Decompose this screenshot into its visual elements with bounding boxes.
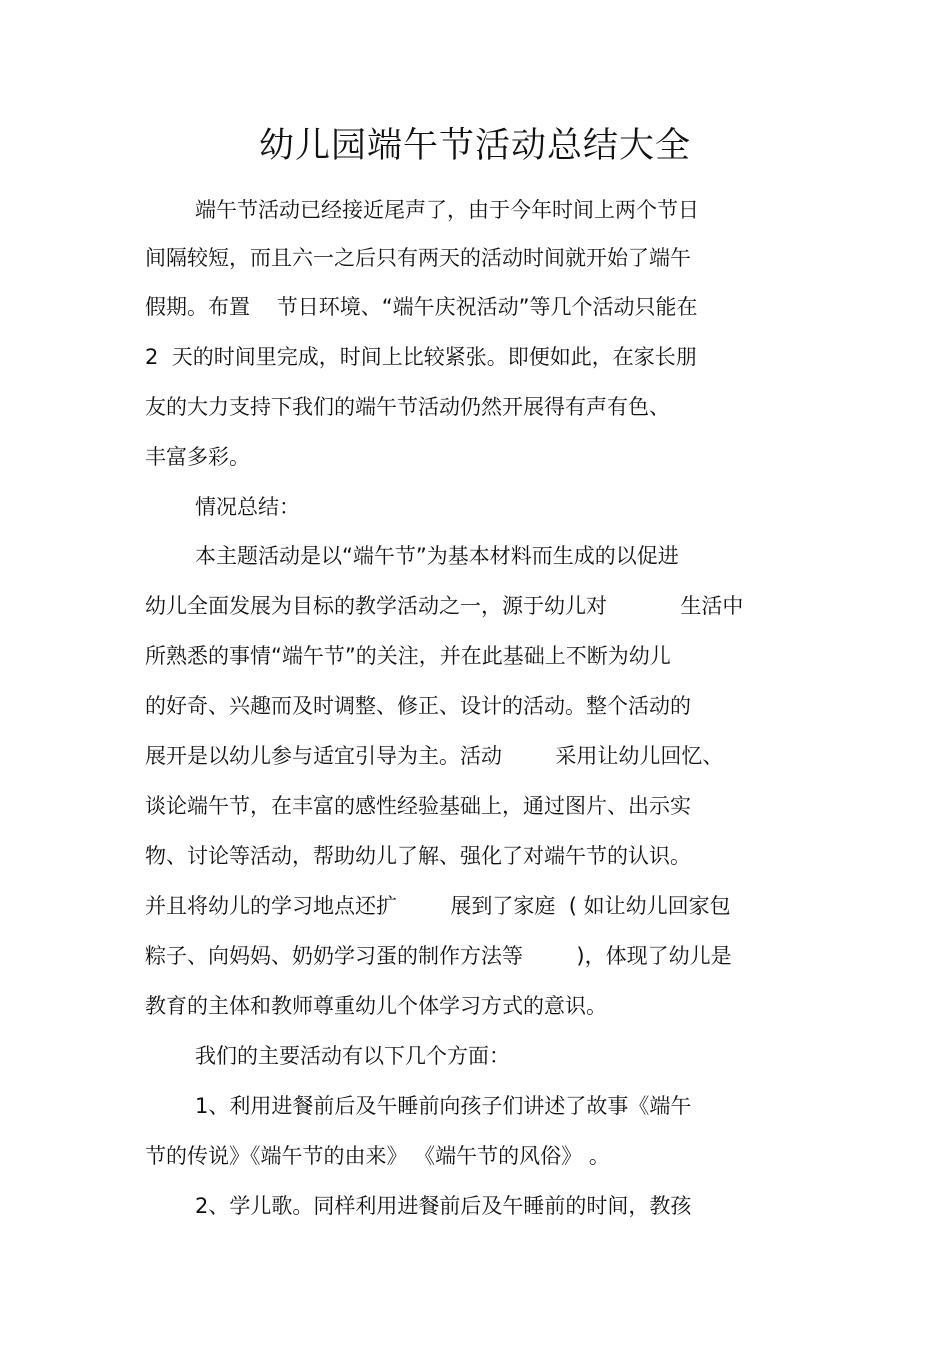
paragraph-line: 并且将幼儿的学习地点还扩 展到了家庭 ( 如让幼儿回家包 — [145, 894, 731, 918]
paragraph-line: 2 天的时间里完成，时间上比较紧张。即便如此，在家长朋 — [145, 345, 697, 369]
paragraph-line: 谈论端午节，在丰富的感性经验基础上，通过图片、出示实 — [145, 794, 691, 818]
paragraph-line: 粽子、向妈妈、奶奶学习蛋的制作方法等 )，体现了幼儿是 — [145, 944, 732, 968]
paragraph-line: 幼儿全面发展为目标的教学活动之一，源于幼儿对 生活中 — [145, 594, 744, 618]
document-title: 幼儿园端午节活动总结大全 — [258, 126, 691, 166]
list-item: 1、利用进餐前后及午睡前向孩子们讲述了故事《端午 — [195, 1094, 692, 1118]
paragraph-line: 端午节活动已经接近尾声了，由于今年时间上两个节日 — [195, 198, 699, 222]
paragraph-line: 丰富多彩。 — [145, 445, 250, 469]
paragraph-line: 的好奇、兴趣而及时调整、修正、设计的活动。整个活动的 — [145, 694, 691, 718]
paragraph-line: 假期。布置 节日环境、“端午庆祝活动”等几个活动只能在 — [145, 295, 698, 319]
paragraph-line: 展开是以幼儿参与适宜引导为主。活动 采用让幼儿回忆、 — [145, 744, 724, 768]
paragraph-line: 物、讨论等活动，帮助幼儿了解、强化了对端午节的认识。 — [145, 844, 691, 868]
paragraph-line: 我们的主要活动有以下几个方面： — [195, 1044, 510, 1068]
paragraph-line: 友的大力支持下我们的端午节活动仍然开展得有声有色、 — [145, 395, 670, 419]
paragraph-line: 所熟悉的事情“端午节”的关注，并在此基础上不断为幼儿 — [145, 644, 671, 668]
paragraph-line: 间隔较短，而且六一之后只有两天的活动时间就开始了端午 — [145, 246, 691, 270]
paragraph-line: 教育的主体和教师尊重幼儿个体学习方式的意识。 — [145, 994, 607, 1018]
section-heading: 情况总结： — [195, 495, 300, 519]
list-item: 2、学儿歌。同样利用进餐前后及午睡前的时间，教孩 — [195, 1194, 692, 1218]
paragraph-line: 本主题活动是以“端午节”为基本材料而生成的以促进 — [195, 544, 679, 568]
list-item-continuation: 节的传说》《端午节的由来》 《端午节的风俗》 。 — [145, 1144, 610, 1168]
